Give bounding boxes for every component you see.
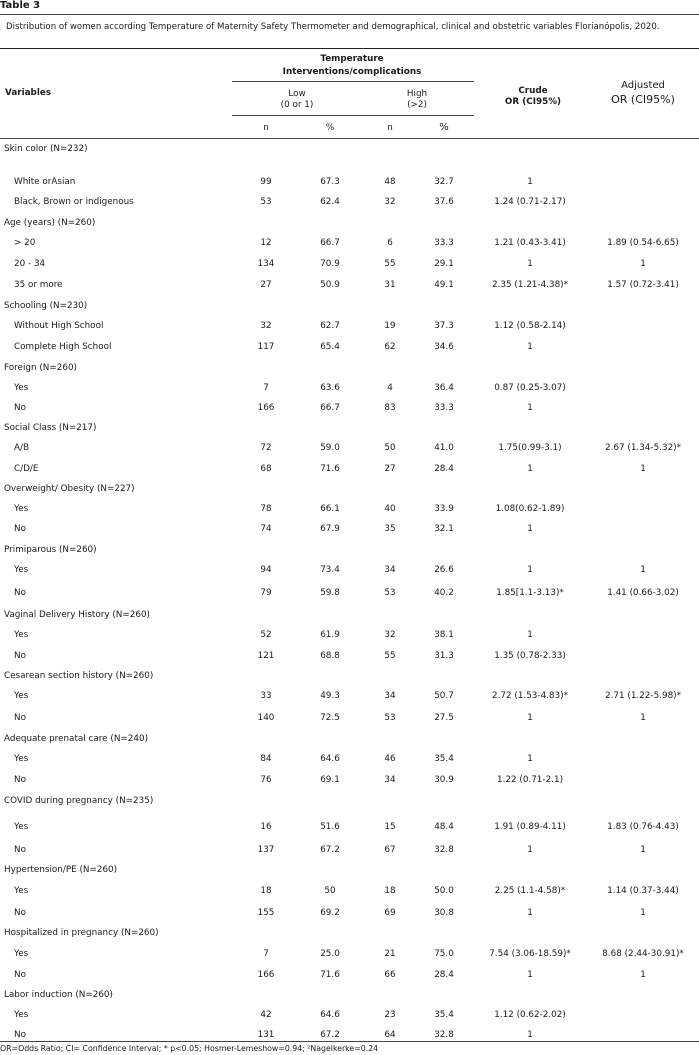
cell-n-low: 137 xyxy=(257,845,275,855)
cell-adjusted-or: 1 xyxy=(640,845,646,855)
cell-pct-low: 50 xyxy=(324,886,336,896)
cell-adjusted-or: 2.67 (1.34-5.32)* xyxy=(605,443,681,453)
row-label: Yes xyxy=(14,886,29,896)
group-label: Labor induction (N=260) xyxy=(4,990,113,1000)
cell-n-low: 12 xyxy=(260,238,272,248)
cell-n-low: 99 xyxy=(260,177,272,187)
group-label: Skin color (N=232) xyxy=(4,144,88,154)
row-label: C/D/E xyxy=(14,464,39,474)
cell-crude-or: 2.72 (1.53-4.83)* xyxy=(492,691,568,701)
cell-adjusted-or: 1.89 (0.54-6.65) xyxy=(607,238,679,248)
table-label: Table 3 xyxy=(0,0,41,11)
cell-n-high: 55 xyxy=(384,651,396,661)
cell-crude-or: 1 xyxy=(527,630,533,640)
cell-n-high: 18 xyxy=(384,886,396,896)
cell-adjusted-or: 1.14 (0.37-3.44) xyxy=(607,886,679,896)
cell-adjusted-or: 8.68 (2.44-30.91)* xyxy=(602,949,684,959)
group-label: COVID during pregnancy (N=235) xyxy=(4,796,154,806)
row-label: No xyxy=(14,588,26,598)
cell-n-low: 166 xyxy=(257,403,275,413)
cell-n-high: 32 xyxy=(384,630,396,640)
group-label: Hypertension/PE (N=260) xyxy=(4,865,118,875)
cell-pct-low: 67.2 xyxy=(320,845,340,855)
cell-n-low: 32 xyxy=(260,321,272,331)
group-label: Age (years) (N=260) xyxy=(4,218,96,228)
header-crude-sub: OR (CI95%) xyxy=(504,97,562,107)
cell-n-high: 48 xyxy=(384,177,396,187)
header-variables: Variables xyxy=(5,88,52,98)
cell-crude-or: 1 xyxy=(527,713,533,723)
cell-n-low: 131 xyxy=(257,1030,275,1040)
cell-pct-high: 41.0 xyxy=(434,443,454,453)
row-label: No xyxy=(14,1030,26,1040)
cell-n-low: 53 xyxy=(260,197,272,207)
cell-crude-or: 1 xyxy=(527,464,533,474)
cell-pct-high: 38.1 xyxy=(434,630,454,640)
cell-n-high: 50 xyxy=(384,443,396,453)
cell-pct-high: 32.7 xyxy=(434,177,454,187)
cell-adjusted-or: 1 xyxy=(640,565,646,575)
cell-crude-or: 1 xyxy=(527,259,533,269)
cell-pct-high: 31.3 xyxy=(434,651,454,661)
cell-n-low: 42 xyxy=(260,1010,272,1020)
cell-pct-low: 25.0 xyxy=(320,949,340,959)
header-low: Low xyxy=(288,89,306,99)
group-label: Vaginal Delivery History (N=260) xyxy=(4,610,150,620)
header-pct-high: % xyxy=(439,122,449,133)
cell-crude-or: 1.12 (0.62-2.02) xyxy=(494,1010,566,1020)
cell-pct-high: 33.9 xyxy=(434,504,454,514)
group-label: Hospitalized in pregnancy (N=260) xyxy=(4,928,159,938)
cell-crude-or: 1 xyxy=(527,845,533,855)
cell-pct-high: 50.7 xyxy=(434,691,454,701)
cell-pct-low: 51.6 xyxy=(320,822,340,832)
cell-n-low: 18 xyxy=(260,886,272,896)
cell-n-high: 34 xyxy=(384,775,396,785)
cell-crude-or: 1.21 (0.43-3.41) xyxy=(494,238,566,248)
row-label: No xyxy=(14,651,26,661)
cell-pct-high: 29.1 xyxy=(434,259,454,269)
row-label: Without High School xyxy=(14,321,104,331)
cell-n-low: 121 xyxy=(257,651,275,661)
cell-crude-or: 1.91 (0.89-4.11) xyxy=(494,822,566,832)
cell-pct-high: 40.2 xyxy=(434,588,454,598)
cell-n-high: 67 xyxy=(384,845,396,855)
cell-pct-low: 68.8 xyxy=(320,651,340,661)
cell-pct-high: 50.0 xyxy=(434,886,454,896)
header-sub-rule xyxy=(232,115,474,116)
table-caption: Distribution of women according Temperature of Maternity Safety Thermometer and demographical, clinical and obstetric variables Florianópolis, 2020. xyxy=(6,22,660,32)
header-n-high: n xyxy=(387,123,393,133)
row-label: Yes xyxy=(14,754,29,764)
cell-pct-low: 69.1 xyxy=(320,775,340,785)
row-label: Complete High School xyxy=(14,342,112,352)
row-label: No xyxy=(14,908,26,918)
row-label: No xyxy=(14,524,26,534)
cell-pct-low: 62.7 xyxy=(320,321,340,331)
cell-n-high: 40 xyxy=(384,504,396,514)
cell-n-high: 69 xyxy=(384,908,396,918)
cell-pct-high: 26.6 xyxy=(434,565,454,575)
cell-crude-or: 1 xyxy=(527,908,533,918)
row-label: 20 - 34 xyxy=(14,259,46,269)
cell-n-high: 62 xyxy=(384,342,396,352)
header-interventions: Interventions/complications xyxy=(282,67,422,77)
cell-n-low: 7 xyxy=(263,383,269,393)
cell-n-high: 66 xyxy=(384,970,396,980)
cell-adjusted-or: 1 xyxy=(640,908,646,918)
cell-pct-high: 75.0 xyxy=(434,949,454,959)
cell-n-high: 64 xyxy=(384,1030,396,1040)
cell-adjusted-or: 1 xyxy=(640,713,646,723)
cell-pct-high: 35.4 xyxy=(434,1010,454,1020)
cell-pct-high: 49.1 xyxy=(434,280,454,290)
cell-crude-or: 7.54 (3.06-18.59)* xyxy=(489,949,571,959)
cell-pct-high: 36.4 xyxy=(434,383,454,393)
cell-adjusted-or: 1 xyxy=(640,970,646,980)
cell-adjusted-or: 1 xyxy=(640,259,646,269)
cell-pct-low: 67.2 xyxy=(320,1030,340,1040)
cell-n-high: 19 xyxy=(384,321,396,331)
cell-n-low: 94 xyxy=(260,565,272,575)
cell-pct-high: 35.4 xyxy=(434,754,454,764)
cell-adjusted-or: 1.83 (0.76-4.43) xyxy=(607,822,679,832)
cell-pct-high: 28.4 xyxy=(434,464,454,474)
cell-n-high: 35 xyxy=(384,524,396,534)
cell-crude-or: 1 xyxy=(527,754,533,764)
cell-crude-or: 0.87 (0.25-3.07) xyxy=(494,383,566,393)
cell-crude-or: 1 xyxy=(527,970,533,980)
row-label: > 20 xyxy=(14,238,36,248)
cell-pct-high: 27.5 xyxy=(434,713,454,723)
row-label: Yes xyxy=(14,949,29,959)
cell-pct-high: 30.8 xyxy=(434,908,454,918)
cell-pct-high: 33.3 xyxy=(434,403,454,413)
cell-crude-or: 1.35 (0.78-2.33) xyxy=(494,651,566,661)
cell-n-low: 78 xyxy=(260,504,272,514)
cell-n-high: 46 xyxy=(384,754,396,764)
cell-pct-high: 32.8 xyxy=(434,1030,454,1040)
table-footnote: OR=Odds Ratio; CI= Confidence Interval; * p<0.05; Hosmer-Lemeshow=0.94; ²Nagelkerke=0.24 xyxy=(0,1044,379,1053)
row-label: Yes xyxy=(14,565,29,575)
header-adjusted: Adjusted xyxy=(621,80,665,91)
cell-n-high: 83 xyxy=(384,403,396,413)
row-label: White orAsian xyxy=(14,177,76,187)
header-low-sub: (0 or 1) xyxy=(280,100,314,110)
cell-adjusted-or: 2.71 (1.22-5.98)* xyxy=(605,691,681,701)
cell-crude-or: 1 xyxy=(527,342,533,352)
cell-n-low: 79 xyxy=(260,588,272,598)
cell-pct-low: 70.9 xyxy=(320,259,340,269)
group-label: Primiparous (N=260) xyxy=(4,545,97,555)
cell-crude-or: 1 xyxy=(527,1030,533,1040)
row-label: Yes xyxy=(14,822,29,832)
row-label: No xyxy=(14,775,26,785)
cell-n-low: 134 xyxy=(257,259,275,269)
cell-n-low: 72 xyxy=(260,443,272,453)
cell-pct-low: 69.2 xyxy=(320,908,340,918)
cell-pct-low: 66.7 xyxy=(320,238,340,248)
group-label: Cesarean section history (N=260) xyxy=(4,671,154,681)
group-label: Adequate prenatal care (N=240) xyxy=(4,734,148,744)
cell-adjusted-or: 1 xyxy=(640,464,646,474)
cell-crude-or: 2.25 (1.1-4.58)* xyxy=(494,886,566,896)
cell-pct-low: 66.1 xyxy=(320,504,340,514)
cell-adjusted-or: 1.57 (0.72-3.41) xyxy=(607,280,679,290)
row-label: No xyxy=(14,403,26,413)
cell-n-low: 7 xyxy=(263,949,269,959)
cell-n-low: 33 xyxy=(260,691,272,701)
cell-adjusted-or: 1.41 (0.66-3.02) xyxy=(607,588,679,598)
cell-crude-or: 1.12 (0.58-2.14) xyxy=(494,321,566,331)
table-bottom-rule xyxy=(0,1041,699,1042)
cell-pct-low: 73.4 xyxy=(320,565,340,575)
header-adjusted-sub: OR (CI95%) xyxy=(611,93,675,106)
cell-pct-high: 32.1 xyxy=(434,524,454,534)
row-label: Yes xyxy=(14,630,29,640)
group-label: Social Class (N=217) xyxy=(4,423,97,433)
header-crude: Crude xyxy=(518,86,548,96)
row-label: No xyxy=(14,845,26,855)
header-span-rule xyxy=(232,81,474,82)
cell-n-low: 74 xyxy=(260,524,272,534)
cell-n-high: 55 xyxy=(384,259,396,269)
cell-crude-or: 1 xyxy=(527,565,533,575)
cell-n-high: 53 xyxy=(384,713,396,723)
cell-n-high: 53 xyxy=(384,588,396,598)
cell-n-low: 52 xyxy=(260,630,272,640)
group-label: Foreign (N=260) xyxy=(4,363,77,373)
header-top-rule xyxy=(0,48,699,49)
cell-pct-low: 71.6 xyxy=(320,970,340,980)
cell-pct-low: 67.9 xyxy=(320,524,340,534)
cell-pct-high: 37.6 xyxy=(434,197,454,207)
cell-pct-high: 48.4 xyxy=(434,822,454,832)
cell-crude-or: 1.85[1.1-3.13)* xyxy=(496,588,564,598)
header-pct-low: % xyxy=(325,123,335,133)
cell-pct-low: 72.5 xyxy=(320,713,340,723)
cell-n-high: 21 xyxy=(384,949,396,959)
cell-n-low: 155 xyxy=(257,908,275,918)
cell-n-low: 68 xyxy=(260,464,272,474)
cell-pct-high: 32.8 xyxy=(434,845,454,855)
cell-pct-high: 34.6 xyxy=(434,342,454,352)
cell-crude-or: 1 xyxy=(527,524,533,534)
group-label: Schooling (N=230) xyxy=(4,301,88,311)
cell-n-low: 84 xyxy=(260,754,272,764)
cell-n-low: 27 xyxy=(260,280,272,290)
cell-pct-high: 37.3 xyxy=(434,321,454,331)
cell-n-high: 32 xyxy=(384,197,396,207)
cell-crude-or: 1 xyxy=(527,177,533,187)
cell-n-high: 4 xyxy=(387,383,393,393)
cell-n-high: 23 xyxy=(384,1010,396,1020)
cell-crude-or: 1.24 (0.71-2.17) xyxy=(494,197,566,207)
row-label: Yes xyxy=(14,383,29,393)
header-temperature: Temperature xyxy=(320,54,384,64)
cell-n-low: 117 xyxy=(257,342,275,352)
cell-n-low: 16 xyxy=(260,822,272,832)
cell-crude-or: 2.35 (1.21-4.38)* xyxy=(492,280,568,290)
cell-n-high: 31 xyxy=(384,280,396,290)
caption-top-rule xyxy=(0,14,699,15)
cell-n-high: 15 xyxy=(384,822,396,832)
cell-pct-low: 49.3 xyxy=(320,691,340,701)
cell-pct-high: 30.9 xyxy=(434,775,454,785)
row-label: Yes xyxy=(14,504,29,514)
cell-pct-low: 64.6 xyxy=(320,754,340,764)
cell-n-high: 34 xyxy=(384,691,396,701)
cell-pct-high: 28.4 xyxy=(434,970,454,980)
row-label: Yes xyxy=(14,1010,29,1020)
cell-n-high: 6 xyxy=(387,238,393,248)
row-label: Yes xyxy=(14,691,29,701)
row-label: No xyxy=(14,713,26,723)
cell-n-low: 140 xyxy=(257,713,275,723)
cell-pct-low: 64.6 xyxy=(320,1010,340,1020)
cell-pct-low: 65.4 xyxy=(320,342,340,352)
cell-crude-or: 1.22 (0.71-2.1) xyxy=(497,775,563,785)
header-n-low: n xyxy=(263,123,269,133)
cell-pct-low: 67.3 xyxy=(320,177,340,187)
cell-n-low: 76 xyxy=(260,775,272,785)
row-label: A/B xyxy=(14,443,30,453)
cell-crude-or: 1 xyxy=(527,403,533,413)
cell-pct-low: 61.9 xyxy=(320,630,340,640)
row-label: Black, Brown or indigenous xyxy=(14,197,134,207)
header-bottom-rule xyxy=(0,138,699,139)
cell-pct-low: 62.4 xyxy=(320,197,340,207)
cell-pct-high: 33.3 xyxy=(434,238,454,248)
cell-crude-or: 1.08(0.62-1.89) xyxy=(495,504,565,514)
row-label: No xyxy=(14,970,26,980)
cell-pct-low: 59.0 xyxy=(320,443,340,453)
group-label: Overweight/ Obesity (N=227) xyxy=(4,484,135,494)
cell-pct-low: 63.6 xyxy=(320,383,340,393)
cell-crude-or: 1.75(0.99-3.1) xyxy=(498,443,562,453)
cell-pct-low: 59.8 xyxy=(320,588,340,598)
cell-pct-low: 66.7 xyxy=(320,403,340,413)
row-label: 35 or more xyxy=(14,280,63,290)
header-high: High xyxy=(406,89,428,99)
cell-pct-low: 50.9 xyxy=(320,280,340,290)
cell-pct-low: 71.6 xyxy=(320,464,340,474)
header-high-sub: (>2) xyxy=(407,100,427,110)
cell-n-high: 34 xyxy=(384,565,396,575)
cell-n-low: 166 xyxy=(257,970,275,980)
cell-n-high: 27 xyxy=(384,464,396,474)
